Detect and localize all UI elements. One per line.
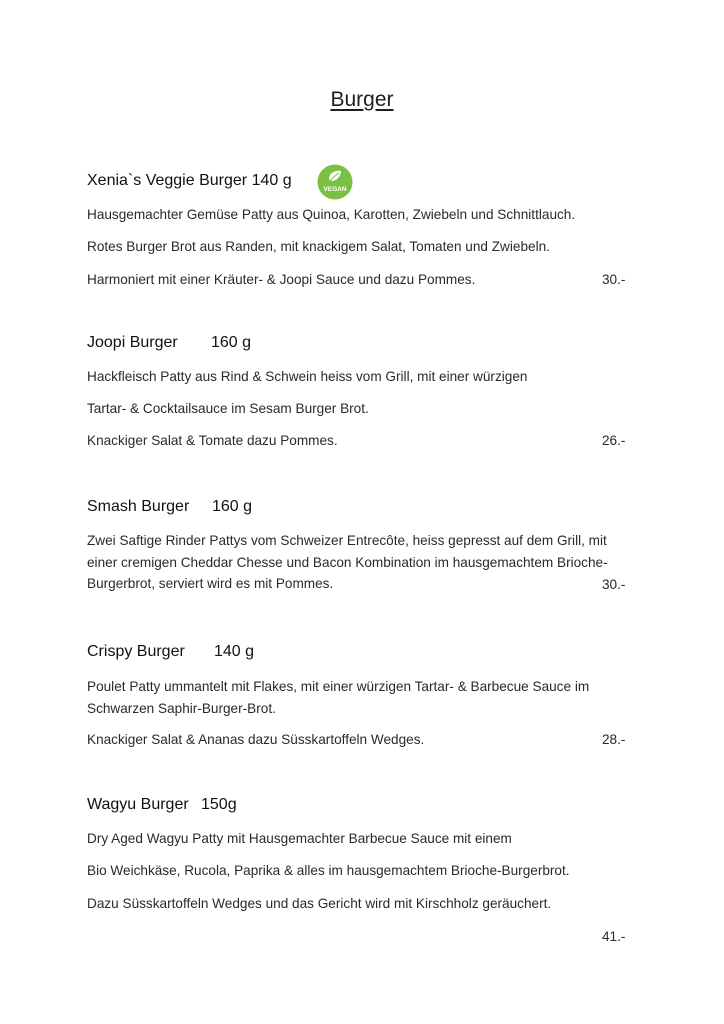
item-title bbox=[87, 498, 252, 516]
item-description-line: Harmoniert mit einer Kräuter- & Joopi Sauce und dazu Pommes. bbox=[87, 272, 476, 287]
item-weight: 160 g bbox=[211, 334, 252, 351]
item-weight: 160 g bbox=[212, 498, 253, 515]
item-description-line: Knackiger Salat & Tomate dazu Pommes. bbox=[87, 433, 338, 448]
item-price: 30.- bbox=[602, 272, 626, 287]
item-title bbox=[87, 643, 254, 661]
vegan-badge-text: VEGAN bbox=[323, 186, 347, 193]
item-price: 26.- bbox=[602, 433, 626, 448]
item-name: Smash Burger bbox=[87, 498, 190, 515]
item-title bbox=[87, 796, 237, 814]
item-name: Crispy Burger bbox=[87, 643, 185, 660]
item-description-paragraph: Poulet Patty ummantelt mit Flakes, mit einer würzigen Tartar- & Barbecue Sauce im Schwarzen Saphir-Burger-Brot. bbox=[87, 679, 590, 716]
vegan-leaf-icon bbox=[317, 164, 353, 200]
item-name: Joopi Burger bbox=[87, 334, 178, 351]
item-price: 28.- bbox=[602, 732, 626, 747]
item-weight: 150g bbox=[201, 796, 237, 813]
item-price: 41.- bbox=[602, 929, 626, 944]
item-description-line: Tartar- & Cocktailsauce im Sesam Burger Brot. bbox=[87, 401, 369, 416]
item-weight: 140 g bbox=[251, 172, 292, 189]
page-title: Burger bbox=[330, 88, 394, 111]
item-title bbox=[87, 334, 251, 352]
item-description-paragraph: Zwei Saftige Rinder Pattys vom Schweizer Entrecôte, heiss gepresst auf dem Grill, mit einer cremigen Cheddar Chesse und Bacon Kombination im hausgemachtem Brioche-Burgerbrot, serviert wird es mit Pommes. bbox=[87, 533, 608, 591]
item-name: Xenia`s Veggie Burger bbox=[87, 172, 248, 189]
item-description-line: Dry Aged Wagyu Patty mit Hausgemachter Barbecue Sauce mit einem bbox=[87, 831, 512, 846]
item-description-line: Dazu Süsskartoffeln Wedges und das Gericht wird mit Kirschholz geräuchert. bbox=[87, 896, 552, 911]
item-description-line: Rotes Burger Brot aus Randen, mit knackigem Salat, Tomaten und Zwiebeln. bbox=[87, 239, 550, 254]
item-description-line: Bio Weichkäse, Rucola, Paprika & alles im hausgemachtem Brioche-Burgerbrot. bbox=[87, 863, 570, 878]
item-name: Wagyu Burger bbox=[87, 796, 189, 813]
item-description-line: Hausgemachter Gemüse Patty aus Quinoa, Karotten, Zwiebeln und Schnittlauch. bbox=[87, 207, 576, 222]
item-price: 30.- bbox=[602, 577, 626, 592]
item-description-line: Knackiger Salat & Ananas dazu Süsskartoffeln Wedges. bbox=[87, 732, 425, 747]
item-weight: 140 g bbox=[214, 643, 255, 660]
item-title bbox=[87, 172, 292, 190]
item-description-line: Hackfleisch Patty aus Rind & Schwein heiss vom Grill, mit einer würzigen bbox=[87, 369, 528, 384]
